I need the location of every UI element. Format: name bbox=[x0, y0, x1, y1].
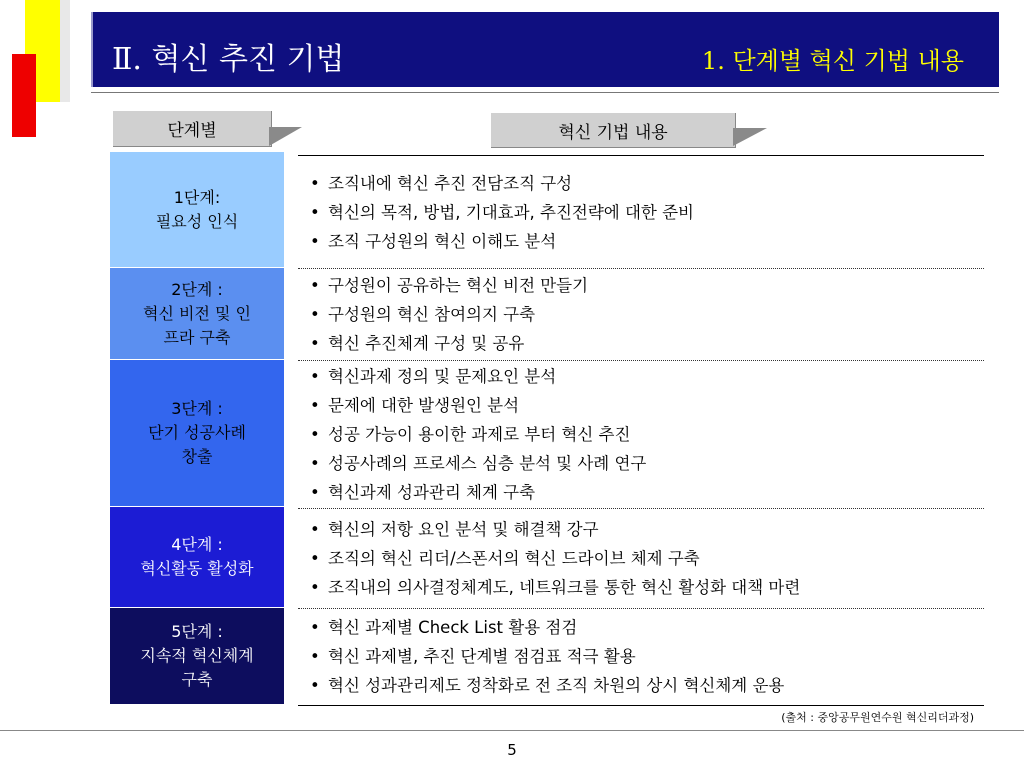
stage-box-5 bbox=[110, 608, 284, 705]
page-number: 5 bbox=[507, 741, 517, 759]
stage-label-line: 혁신활동 활성화 bbox=[140, 559, 254, 578]
stage-header-wedge bbox=[269, 127, 302, 146]
stage-box-3 bbox=[110, 360, 284, 507]
table-top-rule bbox=[298, 155, 984, 156]
source-citation: (출처 : 중앙공무원연수원 혁신리더과정) bbox=[781, 711, 974, 724]
method-item: • 혁신의 목적, 방법, 기대효과, 추진전략에 대한 준비 bbox=[310, 198, 984, 227]
footer-divider bbox=[0, 730, 1024, 731]
stage-label-line: 3단계 : bbox=[171, 399, 223, 418]
stage-column bbox=[110, 152, 284, 705]
method-row-5 bbox=[298, 608, 984, 705]
method-row-3 bbox=[298, 360, 984, 508]
method-item: • 혁신 성과관리제도 정착화로 전 조직 차원의 상시 혁신체계 운용 bbox=[310, 671, 984, 700]
method-column-header: 혁신 기법 내용 bbox=[490, 112, 735, 147]
method-item: • 혁신 과제별 Check List 활용 점검 bbox=[310, 613, 984, 642]
method-item: • 구성원의 혁신 참여의지 구축 bbox=[310, 300, 984, 329]
stage-column-header: 단계별 bbox=[112, 110, 271, 146]
method-item: • 조직의 혁신 리더/스폰서의 혁신 드라이브 체제 구축 bbox=[310, 544, 984, 573]
stage-box-2 bbox=[110, 268, 284, 360]
method-item: • 성공 가능이 용이한 과제로 부터 혁신 추진 bbox=[310, 420, 984, 449]
method-item: • 성공사례의 프로세스 심층 분석 및 사례 연구 bbox=[310, 449, 984, 478]
stage-label-line: 지속적 혁신체계 bbox=[140, 646, 254, 665]
stage-label-line: 2단계 : bbox=[171, 279, 223, 299]
stage-label-line: 5단계 : bbox=[171, 622, 223, 641]
stage-box-1 bbox=[110, 152, 284, 268]
table-bottom-rule bbox=[298, 705, 984, 706]
page-subtitle: 1. 단계별 혁신 기법 내용 bbox=[701, 47, 964, 75]
decor-gray-block bbox=[60, 0, 70, 102]
method-item: • 조직내의 의사결정체계도, 네트워크를 통한 혁신 활성화 대책 마련 bbox=[310, 573, 984, 602]
method-item: • 조직 구성원의 혁신 이해도 분석 bbox=[310, 227, 984, 256]
stage-label-line: 1단계: bbox=[173, 187, 221, 207]
page-title: Ⅱ. 혁신 추진 기법 bbox=[112, 42, 345, 77]
stage-box-4 bbox=[110, 507, 284, 608]
decor-red-block bbox=[12, 54, 36, 137]
method-item: • 혁신의 저항 요인 분석 및 해결책 강구 bbox=[310, 515, 984, 544]
method-item: • 구성원이 공유하는 혁신 비전 만들기 bbox=[310, 271, 984, 300]
header-divider bbox=[91, 12, 93, 87]
method-item: • 조직내에 혁신 추진 전담조직 구성 bbox=[310, 169, 984, 198]
header-underline bbox=[91, 92, 999, 93]
method-item: • 혁신 과제별, 추진 단계별 점검표 적극 활용 bbox=[310, 642, 984, 671]
method-item: • 문제에 대한 발생원인 분석 bbox=[310, 391, 984, 420]
method-item: • 혁신과제 성과관리 체계 구축 bbox=[310, 478, 984, 507]
method-item: • 혁신과제 정의 및 문제요인 분석 bbox=[310, 362, 984, 391]
stage-label-line: 혁신 비전 및 인 bbox=[143, 303, 251, 323]
stage-label-line: 프라 구축 bbox=[163, 327, 231, 347]
stage-label-line: 창출 bbox=[181, 447, 213, 466]
method-header-wedge bbox=[733, 128, 767, 146]
stage-label-line: 필요성 인식 bbox=[155, 211, 239, 231]
stage-label-line: 단기 성공사례 bbox=[148, 423, 246, 442]
method-row-1 bbox=[298, 157, 984, 268]
stage-label-line: 4단계 : bbox=[171, 535, 223, 554]
stage-label-line: 구축 bbox=[181, 670, 213, 689]
method-row-2 bbox=[298, 268, 984, 360]
method-item: • 혁신 추진체계 구성 및 공유 bbox=[310, 329, 984, 358]
method-row-4 bbox=[298, 508, 984, 608]
